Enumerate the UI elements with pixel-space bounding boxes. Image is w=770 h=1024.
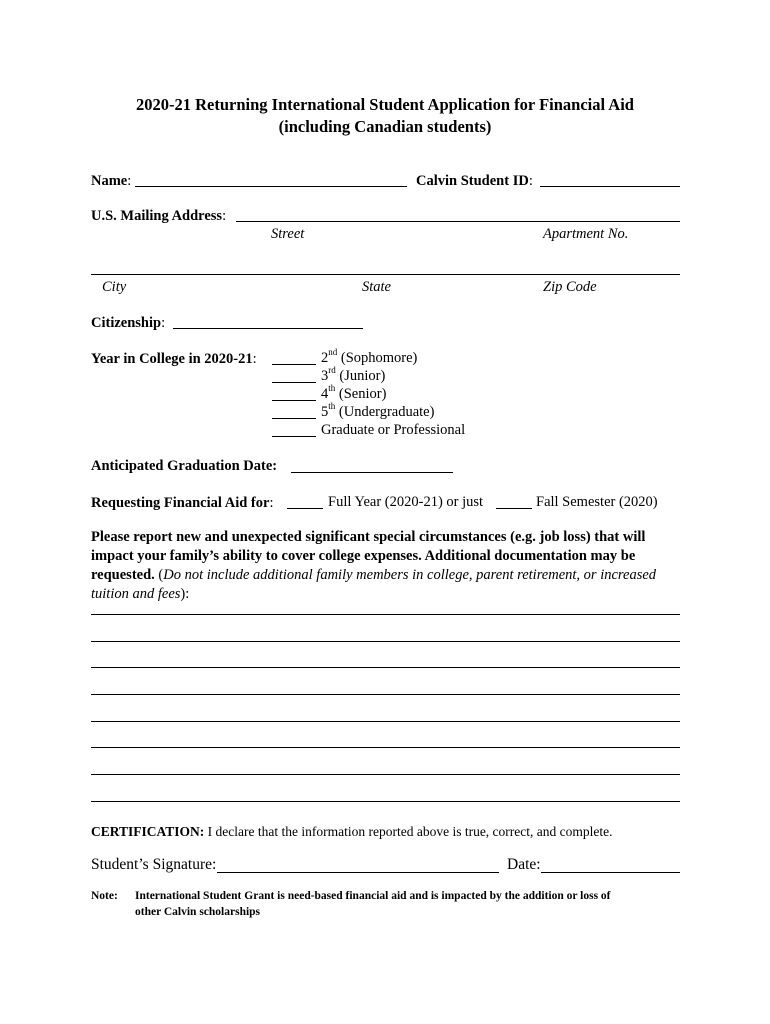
year-option-blank[interactable]: [272, 382, 316, 383]
address-label: U.S. Mailing Address: [91, 208, 223, 224]
citizenship-label-group: Citizenship:: [91, 315, 166, 331]
citizenship-field[interactable]: [173, 328, 363, 329]
fall-semester-option: Fall Semester (2020): [536, 494, 658, 510]
circumstances-instruction: Please report new and unexpected significant special circumstances (e.g. job loss) that will impact your family’s ability to cover college expenses. Additional documentation may be requested.: [91, 529, 646, 583]
form-subtitle: (including Canadian students): [278, 117, 492, 136]
year-label: Year in College in 2020-21: [91, 351, 253, 367]
circumstances-note: Do not include additional family members in college, parent retirement, or increased tuition and fees: [91, 567, 657, 602]
note-line-2: other Calvin scholarships: [135, 906, 261, 918]
year-option-blank[interactable]: [272, 436, 316, 437]
signature-field[interactable]: [217, 872, 499, 873]
circumstances-paragraph: Please report new and unexpected significant special circumstances (e.g. job loss) that will impact your family’s ability to cover college expenses. Additional documentation may be requested. (Do not include additional family members in college, parent retirement, or increased tuition and fees):: [91, 529, 657, 602]
circumstances-line[interactable]: [91, 721, 680, 722]
city-state-zip-field[interactable]: [91, 274, 680, 275]
form-title: 2020-21 Returning International Student Application for Financial Aid: [136, 95, 634, 114]
year-option: 2nd (Sophomore): [321, 347, 418, 366]
street-caption: Street: [271, 226, 305, 242]
name-label-group: Name:: [91, 173, 132, 189]
year-option: 4th (Senior): [321, 383, 387, 402]
year-label-group: Year in College in 2020-21:: [91, 351, 257, 367]
year-option-blank[interactable]: [272, 418, 316, 419]
full-year-blank[interactable]: [287, 508, 323, 509]
note-label: Note:: [91, 890, 118, 902]
certification-text: I declare that the information reported above is true, correct, and complete.: [204, 824, 613, 839]
circumstances-line[interactable]: [91, 641, 680, 642]
date-field[interactable]: [541, 872, 680, 873]
circumstances-line[interactable]: [91, 667, 680, 668]
graduation-date-field[interactable]: [291, 472, 453, 473]
fall-semester-blank[interactable]: [496, 508, 532, 509]
citizenship-label: Citizenship: [91, 315, 162, 331]
full-year-option: Full Year (2020-21) or just: [328, 494, 484, 510]
address-label-group: U.S. Mailing Address:: [91, 208, 227, 224]
circumstances-line[interactable]: [91, 614, 680, 615]
year-option: 3rd (Junior): [321, 365, 386, 384]
circumstances-line[interactable]: [91, 747, 680, 748]
year-option-blank[interactable]: [272, 364, 316, 365]
certification-label: CERTIFICATION:: [91, 824, 205, 839]
circumstances-line[interactable]: [91, 801, 680, 802]
apartment-caption: Apartment No.: [543, 226, 629, 242]
street-field[interactable]: [236, 221, 680, 222]
year-option: 5th (Undergraduate): [321, 401, 435, 420]
requesting-label-group: Requesting Financial Aid for:: [91, 495, 274, 511]
name-field[interactable]: [135, 186, 407, 187]
note-line-1: International Student Grant is need-based financial aid and is impacted by the addition or loss of: [135, 890, 611, 902]
date-label: Date:: [507, 856, 541, 873]
student-id-label: Calvin Student ID: [416, 173, 529, 189]
state-caption: State: [362, 279, 391, 295]
city-caption: City: [102, 279, 127, 295]
requesting-label: Requesting Financial Aid for: [91, 495, 270, 511]
circumstances-line[interactable]: [91, 774, 680, 775]
certification-statement: [91, 824, 613, 840]
zip-caption: Zip Code: [543, 279, 597, 295]
graduation-label: Anticipated Graduation Date:: [91, 458, 278, 474]
signature-label: Student’s Signature:: [91, 856, 217, 873]
circumstances-line[interactable]: [91, 694, 680, 695]
student-id-label-group: Calvin Student ID:: [416, 173, 533, 189]
name-label: Name: [91, 173, 128, 189]
year-option: Graduate or Professional: [321, 422, 466, 438]
student-id-field[interactable]: [540, 186, 680, 187]
year-option-blank[interactable]: [272, 400, 316, 401]
